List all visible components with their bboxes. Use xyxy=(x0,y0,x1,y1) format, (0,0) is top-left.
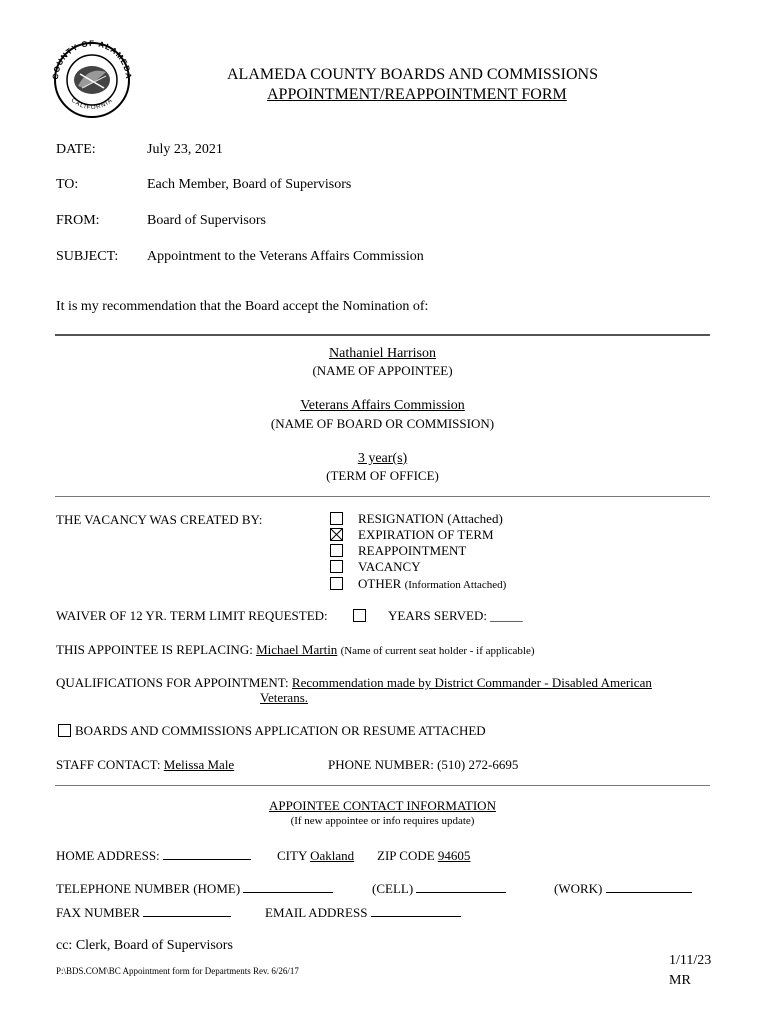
cell-label: (CELL) xyxy=(372,881,414,896)
zip-value: 94605 xyxy=(437,848,471,863)
city xyxy=(277,848,354,864)
qualifications-line2: Veterans. xyxy=(260,690,309,705)
fax-number xyxy=(56,905,231,921)
home-address-label: HOME ADDRESS: xyxy=(56,848,160,863)
svg-text:COUNTY OF ALAMEDA: COUNTY OF ALAMEDA xyxy=(50,39,134,80)
to-label: TO: xyxy=(56,177,79,192)
expiration-checkbox[interactable] xyxy=(330,528,343,541)
staff-contact-value: Melissa Male xyxy=(163,757,235,772)
contact-subheading: (If new appointee or info requires update) xyxy=(290,815,475,827)
vacancy-label: THE VACANCY WAS CREATED BY: xyxy=(56,512,263,527)
email-label: EMAIL ADDRESS xyxy=(265,905,368,920)
from-label: FROM: xyxy=(56,213,100,228)
fax-field[interactable] xyxy=(143,905,231,917)
qualifications-row xyxy=(56,675,652,691)
home-telephone-field[interactable] xyxy=(243,881,333,893)
resignation-option xyxy=(358,511,503,527)
stamp-initials: MR xyxy=(669,973,691,988)
staff-contact-label: STAFF CONTACT: xyxy=(56,757,161,772)
appointee-name-caption: (NAME OF APPOINTEE) xyxy=(312,363,453,378)
file-path: P:\BDS.COM\BC Appointment form for Departments Rev. 6/26/17 xyxy=(56,966,299,976)
years-served xyxy=(388,608,523,624)
divider-contact xyxy=(55,785,710,786)
qualifications-label: QUALIFICATIONS FOR APPOINTMENT: xyxy=(56,675,289,690)
stamp-date: 1/11/23 xyxy=(669,953,712,968)
waiver-label: WAIVER OF 12 YR. TERM LIMIT REQUESTED: xyxy=(56,608,328,623)
work-field[interactable] xyxy=(606,881,692,893)
phone-number xyxy=(328,757,518,773)
application-checkbox[interactable] xyxy=(58,724,71,737)
home-telephone-label: TELEPHONE NUMBER (HOME) xyxy=(56,881,241,896)
expiration-label: EXPIRATION OF TERM xyxy=(358,527,494,542)
city-label: CITY xyxy=(277,848,307,863)
subject-label: SUBJECT: xyxy=(56,249,119,264)
form-title-line1: ALAMEDA COUNTY BOARDS AND COMMISSIONS xyxy=(227,66,599,83)
zip-code xyxy=(377,848,470,864)
resignation-checkbox[interactable] xyxy=(330,512,343,525)
cell-telephone xyxy=(372,881,506,897)
city-value: Oakland xyxy=(310,848,355,863)
cell-field[interactable] xyxy=(416,881,506,893)
waiver-checkbox[interactable] xyxy=(353,609,366,622)
cc-line: cc: Clerk, Board of Supervisors xyxy=(56,938,233,953)
application-label: BOARDS AND COMMISSIONS APPLICATION OR RESUME ATTACHED xyxy=(75,723,486,738)
county-seal-icon xyxy=(44,38,140,118)
subject-value: Appointment to the Veterans Affairs Commission xyxy=(147,249,424,264)
work-label: (WORK) xyxy=(554,881,603,896)
replacing-note: (Name of current seat holder - if applicable) xyxy=(340,645,535,657)
form-title-line2: APPOINTMENT/REAPPOINTMENT FORM xyxy=(267,86,567,103)
phone-value: (510) 272-6695 xyxy=(437,757,519,772)
vacancy-option-label: VACANCY xyxy=(358,559,421,574)
term-value: 3 year(s) xyxy=(357,451,408,466)
qualifications-line1: Recommendation made by District Commander - Disabled American xyxy=(291,675,652,690)
resignation-note: (Attached) xyxy=(447,511,503,526)
other-checkbox[interactable] xyxy=(330,577,343,590)
home-telephone xyxy=(56,881,333,897)
from-value: Board of Supervisors xyxy=(147,213,266,228)
term-caption: (TERM OF OFFICE) xyxy=(326,468,439,483)
date-value: July 23, 2021 xyxy=(147,142,223,157)
home-address-field[interactable] xyxy=(163,848,251,860)
replacing-value: Michael Martin xyxy=(256,642,338,657)
reappointment-checkbox[interactable] xyxy=(330,544,343,557)
work-telephone xyxy=(554,881,692,897)
home-address xyxy=(56,848,251,864)
fax-label: FAX NUMBER xyxy=(56,905,140,920)
board-name: Veterans Affairs Commission xyxy=(300,398,465,413)
recommendation-text: It is my recommendation that the Board accept the Nomination of: xyxy=(56,299,429,314)
other-label: OTHER xyxy=(358,576,402,591)
divider-thick xyxy=(55,334,710,336)
replacing-row xyxy=(56,642,535,658)
board-name-caption: (NAME OF BOARD OR COMMISSION) xyxy=(270,416,495,431)
phone-label: PHONE NUMBER: xyxy=(328,757,434,772)
other-option xyxy=(358,576,506,592)
years-served-label: YEARS SERVED: xyxy=(388,608,487,623)
years-served-value[interactable]: _____ xyxy=(490,608,523,623)
other-note: (Information Attached) xyxy=(404,579,507,591)
date-label: DATE: xyxy=(56,142,96,157)
reappointment-label: REAPPOINTMENT xyxy=(358,543,467,558)
to-value: Each Member, Board of Supervisors xyxy=(147,177,352,192)
svg-text:CALIFORNIA: CALIFORNIA xyxy=(69,97,115,112)
email-address xyxy=(265,905,461,921)
resignation-label: RESIGNATION xyxy=(358,511,444,526)
contact-heading: APPOINTEE CONTACT INFORMATION xyxy=(269,798,496,813)
divider-thin xyxy=(55,496,710,497)
zip-label: ZIP CODE xyxy=(377,848,435,863)
staff-contact xyxy=(56,757,234,773)
email-field[interactable] xyxy=(371,905,461,917)
replacing-label: THIS APPOINTEE IS REPLACING: xyxy=(56,642,253,657)
appointee-name: Nathaniel Harrison xyxy=(329,346,436,361)
vacancy-checkbox[interactable] xyxy=(330,560,343,573)
checked-x-icon xyxy=(331,529,342,540)
